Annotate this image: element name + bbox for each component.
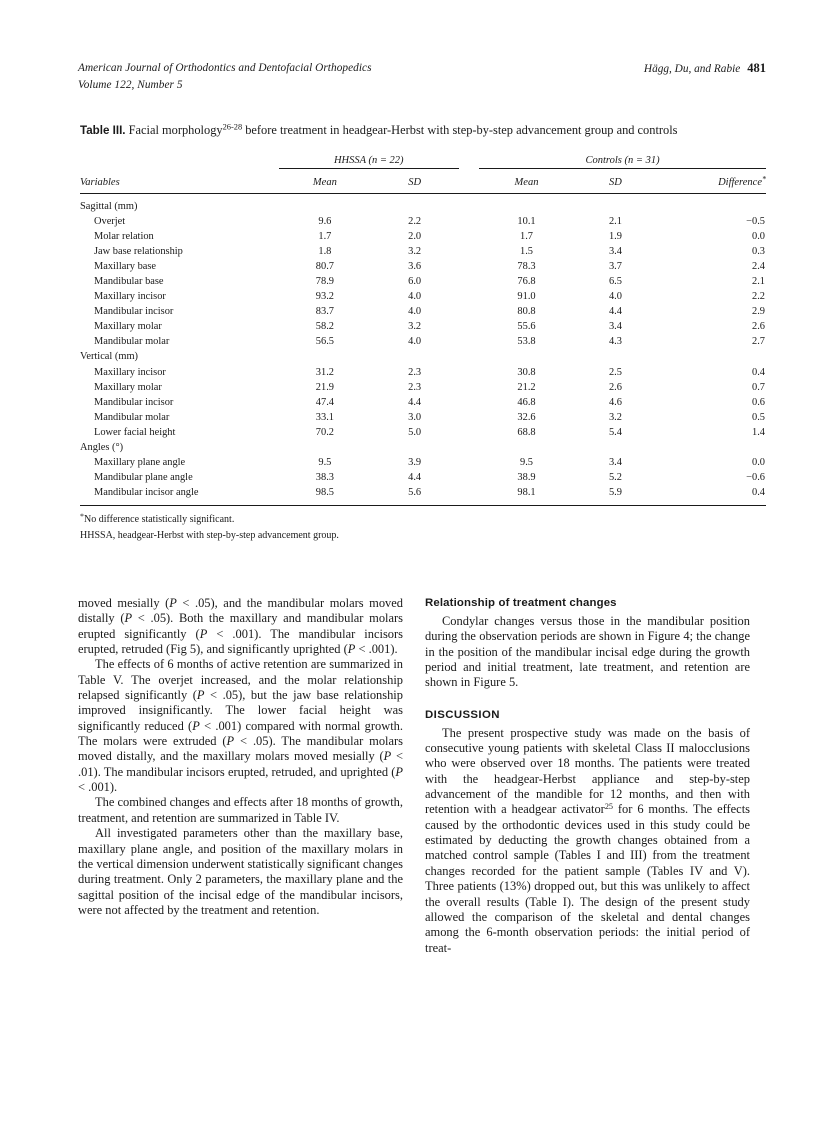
cell-hhssa-mean: 80.7 [315, 260, 334, 272]
table-head [80, 149, 766, 194]
cell-hhssa-sd: 2.2 [408, 215, 422, 227]
author-names: Hägg, Du, and Rabie [643, 63, 741, 75]
cell-controls-sd: 4.4 [608, 306, 622, 318]
cell-controls-mean: 21.2 [517, 381, 536, 393]
cell-hhssa-mean: 47.4 [315, 396, 334, 408]
footnote-1-text: HHSSA, headgear-Herbst with step-by-step advancement group. [80, 529, 339, 541]
cell-difference: 1.4 [752, 426, 765, 438]
row-variable-label: Mandibular plane angle [94, 472, 193, 484]
left-paragraph-1: moved mesially (P < .05), and the mandibular molars moved distally (P < .05). Both the maxillary and mandibular molars erupted significantly (P < .001). The mandibular incisors erupted, retruded (Fig 5), and significantly uprighted (P < .001). [78, 596, 403, 657]
row-variable-label: Lower facial height [94, 426, 176, 438]
row-variable-label: Jaw base relationship [94, 245, 183, 257]
table-row [80, 304, 766, 319]
row-variable-label: Mandibular base [94, 275, 164, 287]
table-row [80, 410, 766, 425]
table-row [80, 380, 766, 395]
section-heading-discussion: DISCUSSION [425, 708, 500, 721]
cell-difference: 0.6 [752, 396, 765, 408]
cell-controls-sd: 4.3 [608, 336, 622, 348]
header-difference-text: Difference [718, 176, 762, 188]
table-label: Table III. [80, 124, 126, 137]
table-row [80, 425, 766, 440]
cell-controls-mean: 9.5 [520, 457, 534, 469]
cell-gap [459, 395, 480, 410]
right-column [425, 596, 750, 956]
row-variable-label: Mandibular molar [94, 336, 170, 348]
row-variable-label: Overjet [94, 215, 126, 227]
cell-gap [459, 259, 480, 274]
cell-controls-sd: 3.4 [608, 457, 622, 469]
cell-controls-mean: 78.3 [517, 260, 536, 272]
table-caption-superscript: 26-28 [222, 122, 243, 132]
cell-gap [459, 304, 480, 319]
footnote-0-marker: * [80, 512, 84, 522]
cell-difference: 2.9 [752, 306, 765, 318]
table-row [80, 485, 766, 505]
table-section-row [80, 440, 766, 455]
cell-difference: 0.3 [752, 245, 765, 257]
header-variables: Variables [80, 176, 120, 188]
volume-issue: Volume 122, Number 5 [78, 78, 183, 91]
left-column [78, 596, 403, 918]
cell-gap [459, 244, 480, 259]
cell-controls-sd: 4.0 [608, 291, 622, 303]
cell-controls-sd: 2.1 [608, 215, 622, 227]
cell-hhssa-sd: 4.0 [408, 336, 422, 348]
cell-gap [459, 455, 480, 470]
cell-hhssa-sd: 3.2 [408, 321, 422, 333]
cell-gap [459, 274, 480, 289]
cell-controls-mean: 1.5 [520, 245, 534, 257]
cell-gap [459, 229, 480, 244]
table-section-row [80, 349, 766, 364]
cell-controls-mean: 1.7 [520, 230, 534, 242]
table-row [80, 214, 766, 229]
facial-morphology-table [80, 149, 766, 506]
row-variable-label: Mandibular incisor [94, 396, 174, 408]
cell-controls-mean: 98.1 [517, 487, 536, 499]
cell-controls-sd: 2.6 [608, 381, 622, 393]
section-heading-relationship: Relationship of treatment changes [425, 597, 617, 609]
cell-hhssa-mean: 1.8 [318, 245, 332, 257]
cell-difference: 0.4 [752, 487, 765, 499]
spanner-row [80, 149, 766, 169]
spanner-blank [80, 149, 279, 169]
cell-hhssa-sd: 4.0 [408, 291, 422, 303]
header-controls-mean: Mean [514, 176, 539, 188]
cell-hhssa-sd: 4.4 [408, 472, 422, 484]
cell-gap [459, 214, 480, 229]
cell-gap [459, 425, 480, 440]
cell-hhssa-sd: 3.9 [408, 457, 422, 469]
header-difference [657, 168, 766, 193]
table-row [80, 259, 766, 274]
table-row [80, 470, 766, 485]
table-row [80, 334, 766, 349]
table-caption-text2: before treatment in headgear-Herbst with step-by-step advancement group and controls [242, 123, 678, 137]
cell-difference: 0.7 [752, 381, 765, 393]
cell-hhssa-mean: 9.5 [318, 457, 332, 469]
cell-controls-sd: 5.4 [608, 426, 622, 438]
left-paragraph-2: The effects of 6 months of active retention are summarized in Table V. The overjet increased, and the molar relationship relapsed significantly (P < .05), but the jaw base relationship improved insignificantly. The lower facial height was significantly reduced (P < .001) compared with normal growth. The molars were extruded (P < .05). The mandibular molars moved distally, and the maxillary molars moved mesially (P < .01). The mandibular incisors erupted, retruded, and uprighted (P < .001). [78, 657, 404, 795]
left-paragraph-3: The combined changes and effects after 18 months of growth, treatment, and retention are summarized in Table IV. [78, 795, 403, 825]
spanner-gap [459, 149, 480, 169]
row-variable-label: Mandibular molar [94, 411, 170, 423]
cell-hhssa-mean: 9.6 [318, 215, 332, 227]
cell-controls-mean: 76.8 [517, 275, 536, 287]
cell-hhssa-sd: 5.6 [408, 487, 422, 499]
footnote-0 [80, 512, 766, 528]
table-iii [80, 122, 766, 543]
row-variable-label: Maxillary base [94, 260, 157, 272]
spanner-controls: Controls (n = 31) [479, 149, 766, 169]
header-controls-sd: SD [609, 176, 622, 188]
cell-gap [459, 289, 480, 304]
table-row [80, 229, 766, 244]
cell-hhssa-mean: 33.1 [315, 411, 334, 423]
cell-hhssa-mean: 58.2 [315, 321, 334, 333]
cell-gap [459, 334, 480, 349]
cell-hhssa-mean: 98.5 [315, 487, 334, 499]
cell-controls-sd: 3.4 [608, 321, 622, 333]
row-variable-label: Mandibular incisor [94, 306, 174, 318]
spanner-hhssa: HHSSA (n = 22) [279, 149, 459, 169]
cell-controls-sd: 3.2 [608, 411, 622, 423]
cell-difference: 2.7 [752, 336, 765, 348]
table-row [80, 455, 766, 470]
running-head [78, 60, 766, 94]
cell-hhssa-sd: 2.3 [408, 366, 422, 378]
cell-gap [459, 470, 480, 485]
cell-controls-mean: 55.6 [517, 321, 536, 333]
cell-gap [459, 485, 480, 505]
row-variable-label: Maxillary molar [94, 321, 162, 333]
cell-controls-sd: 6.5 [608, 275, 622, 287]
header-hhssa-sd: SD [408, 176, 422, 188]
table-section-label: Sagittal (mm) [80, 200, 138, 212]
cell-hhssa-mean: 21.9 [315, 381, 334, 393]
cell-controls-mean: 32.6 [517, 411, 536, 423]
cell-difference: 2.2 [752, 291, 765, 303]
running-head-left [78, 60, 372, 93]
cell-hhssa-sd: 3.0 [408, 411, 422, 423]
table-section-label: Angles (°) [80, 442, 124, 453]
cell-gap [459, 319, 480, 334]
cell-hhssa-sd: 2.3 [408, 381, 422, 393]
cell-controls-sd: 5.2 [608, 472, 622, 484]
cell-hhssa-mean: 78.9 [315, 275, 334, 287]
cell-hhssa-sd: 6.0 [408, 275, 422, 287]
cell-gap [459, 410, 480, 425]
table-body [80, 193, 766, 505]
row-variable-label: Maxillary molar [94, 381, 162, 393]
cell-controls-mean: 68.8 [517, 426, 536, 438]
header-hhssa-mean: Mean [312, 176, 337, 188]
cell-controls-mean: 53.8 [517, 336, 536, 348]
header-difference-marker: * [762, 174, 766, 183]
cell-controls-mean: 30.8 [517, 366, 536, 378]
cell-controls-mean: 80.8 [517, 306, 536, 318]
table-row [80, 365, 766, 380]
cell-controls-sd: 5.9 [608, 487, 622, 499]
cell-hhssa-mean: 31.2 [315, 366, 334, 378]
right-paragraph-2: The present prospective study was made on the basis of consecutive young patients with skeletal Class II malocclusions who were observed over 18 months. The patients were treated with the headgear-Herbst appliance and step-by-step advancement of the mandible for 12 months, and then with retention with a headgear activator$^{25}$ for 6 months. The effects caused by the orthodontic devices used in this study could be estimated by deducting the growth changes obtained from a matched control sample (Tables I and III) from the treatment changes recorded for the patient sample (Tables IV and V). Three patients (13%) dropped out, but this was unlikely to affect the overall results (Table I). The design of the present study allowed the comparison of the skeletal and dental changes among the 6-month observation periods: the initial period of treat- [425, 725, 750, 955]
cell-hhssa-sd: 2.0 [408, 230, 422, 242]
table-row [80, 244, 766, 259]
table-caption-text1: Facial morphology [128, 123, 223, 137]
cell-controls-sd: 1.9 [608, 230, 622, 242]
cell-hhssa-sd: 4.4 [408, 396, 422, 408]
cell-hhssa-sd: 3.6 [408, 260, 422, 272]
table-footnotes [80, 505, 766, 543]
journal-page [78, 0, 766, 1122]
cell-controls-sd: 3.4 [608, 245, 622, 257]
table-row [80, 274, 766, 289]
row-variable-label: Maxillary plane angle [94, 457, 186, 469]
footnote-1 [80, 528, 766, 544]
row-variable-label: Mandibular incisor angle [94, 487, 199, 499]
cell-hhssa-mean: 1.7 [318, 230, 332, 242]
cell-difference: 0.0 [752, 457, 765, 469]
cell-difference: 0.4 [752, 366, 765, 378]
cell-difference: 0.0 [752, 230, 765, 242]
running-head-right [644, 60, 766, 78]
cell-controls-mean: 38.9 [517, 472, 536, 484]
table-row [80, 395, 766, 410]
cell-hhssa-mean: 38.3 [315, 472, 334, 484]
table-row [80, 319, 766, 334]
footnote-0-text: No difference statistically significant. [84, 514, 235, 526]
cell-hhssa-sd: 4.0 [408, 306, 422, 318]
cell-hhssa-mean: 56.5 [315, 336, 334, 348]
cell-controls-sd: 4.6 [608, 396, 622, 408]
cell-hhssa-mean: 93.2 [315, 291, 334, 303]
row-variable-label: Molar relation [94, 230, 154, 242]
cell-difference: 0.5 [752, 411, 765, 423]
right-paragraph-1: Condylar changes versus those in the mandibular position during the observation periods are shown in Figure 4; the change in the position of the mandibular incisal edge during the growth period and initial treatment, late treatment, and retention are shown in Figure 5. [425, 614, 750, 690]
row-variable-label: Maxillary incisor [94, 366, 166, 378]
cell-difference: 2.4 [752, 260, 765, 272]
column-header-row [80, 168, 766, 193]
header-gap [459, 168, 480, 193]
cell-hhssa-mean: 70.2 [315, 426, 334, 438]
cell-difference: −0.5 [746, 215, 765, 227]
table-caption [80, 122, 762, 140]
row-variable-label: Maxillary incisor [94, 291, 166, 303]
cell-difference: 2.6 [752, 321, 765, 333]
cell-controls-mean: 91.0 [517, 291, 536, 303]
cell-hhssa-sd: 3.2 [408, 245, 422, 257]
table-section-row [80, 193, 766, 214]
page-number: 481 [747, 61, 766, 75]
cell-hhssa-sd: 5.0 [408, 426, 422, 438]
cell-controls-sd: 2.5 [608, 366, 622, 378]
cell-controls-mean: 46.8 [517, 396, 536, 408]
cell-controls-mean: 10.1 [517, 215, 536, 227]
cell-hhssa-mean: 83.7 [315, 306, 334, 318]
cell-gap [459, 380, 480, 395]
table-section-label: Vertical (mm) [80, 351, 138, 363]
left-paragraph-4: All investigated parameters other than the maxillary base, maxillary plane angle, and position of the maxillary molars in the vertical dimension underwent statistically significant changes during treatment. Only 2 parameters, the maxillary plane and the sagittal position of the incisal edge of the mandibular incisors, were not affected by the treatment and retention. [78, 826, 403, 917]
cell-difference: 2.1 [752, 275, 765, 287]
journal-title: American Journal of Orthodontics and Dentofacial Orthopedics [78, 62, 372, 74]
table-row [80, 289, 766, 304]
cell-difference: −0.6 [746, 472, 765, 484]
cell-gap [459, 365, 480, 380]
cell-controls-sd: 3.7 [608, 260, 622, 272]
